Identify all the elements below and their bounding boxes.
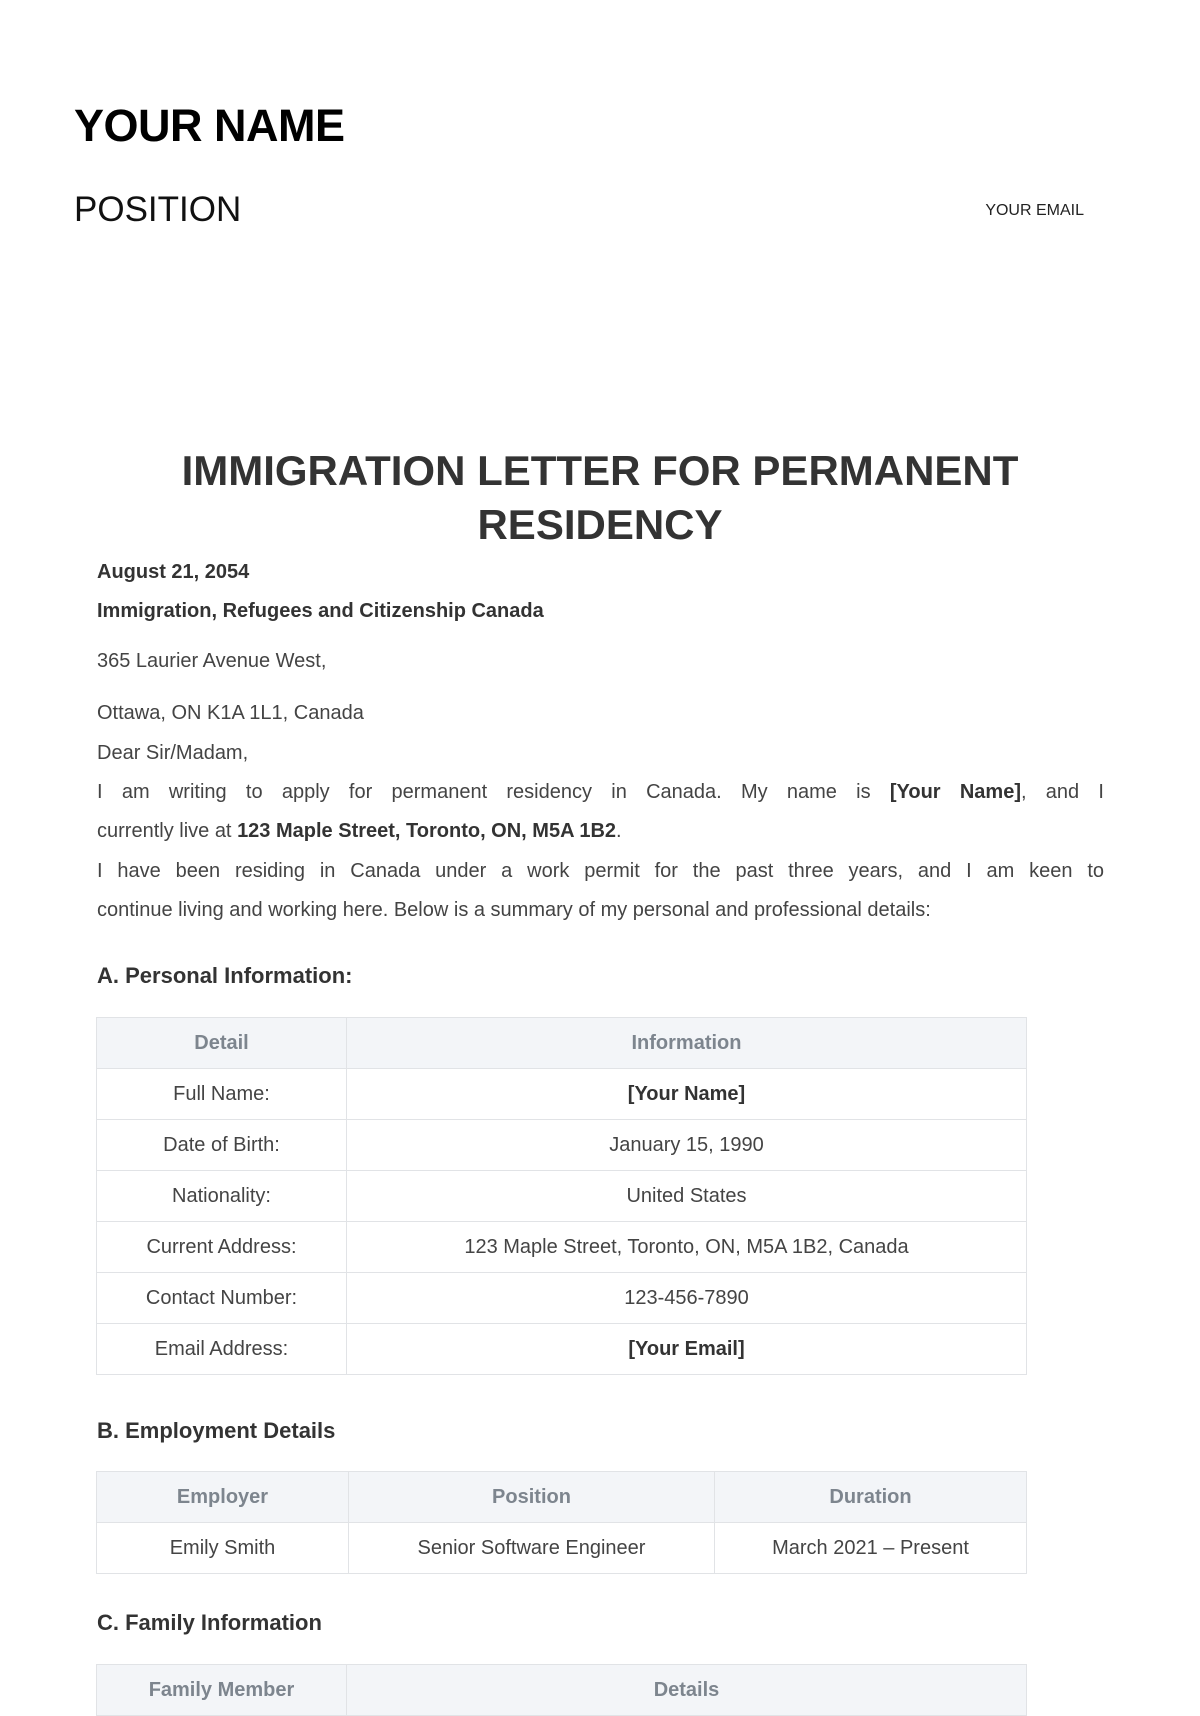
column-header: Family Member <box>97 1665 347 1716</box>
cell: Date of Birth: <box>97 1120 347 1171</box>
column-header: Employer <box>97 1472 349 1523</box>
applicant-address: 123 Maple Street, Toronto, ON, M5A 1B2 <box>237 820 617 842</box>
recipient-org: Immigration, Refugees and Citizenship Canada <box>97 600 544 622</box>
table-row <box>97 1069 1027 1120</box>
recipient-address-2: Ottawa, ON K1A 1L1, Canada <box>97 702 364 724</box>
table-row <box>97 1523 1027 1574</box>
text: currently live at <box>97 820 238 842</box>
cell: Nationality: <box>97 1171 347 1222</box>
table-header-row <box>97 1472 1027 1523</box>
cell: [Your Name] <box>347 1069 1027 1120</box>
paragraph-2-line-2: continue living and working here. Below is a summary of my personal and professional details: <box>97 899 931 921</box>
cell: Senior Software Engineer <box>349 1523 715 1574</box>
cell: Current Address: <box>97 1222 347 1273</box>
table-row <box>97 1120 1027 1171</box>
cell: March 2021 – Present <box>715 1523 1027 1574</box>
salutation: Dear Sir/Madam, <box>97 742 249 764</box>
table-row <box>97 1171 1027 1222</box>
cell: Full Name: <box>97 1069 347 1120</box>
column-header: Information <box>347 1018 1027 1069</box>
section-b-heading: B. Employment Details <box>97 1418 336 1443</box>
employment-table <box>96 1471 1027 1574</box>
paragraph-2-line-1: I have been residing in Canada under a work permit for the past three years, and I am keen to <box>97 860 1104 882</box>
paragraph-1-line-1 <box>97 773 1104 812</box>
text: I am writing to apply for permanent residency in Canada. My name is <box>97 781 890 803</box>
cell: Contact Number: <box>97 1273 347 1324</box>
your-name: YOUR NAME <box>74 100 345 151</box>
paragraph-1-line-2 <box>97 812 1104 851</box>
table-row <box>97 1324 1027 1375</box>
document-title: IMMIGRATION LETTER FOR PERMANENT RESIDENCY <box>181 447 1019 548</box>
cell: Email Address: <box>97 1324 347 1375</box>
column-header: Duration <box>715 1472 1027 1523</box>
column-header: Detail <box>97 1018 347 1069</box>
cell: 123-456-7890 <box>347 1273 1027 1324</box>
cell: United States <box>347 1171 1027 1222</box>
cell: Emily Smith <box>97 1523 349 1574</box>
table-row <box>97 1222 1027 1273</box>
personal-info-table <box>96 1017 1027 1375</box>
cell: [Your Email] <box>347 1324 1027 1375</box>
letter-date: August 21, 2054 <box>97 561 250 583</box>
column-header: Position <box>349 1472 715 1523</box>
cell: 123 Maple Street, Toronto, ON, M5A 1B2, Canada <box>347 1222 1027 1273</box>
table-header-row <box>97 1665 1027 1716</box>
text: . <box>616 820 622 842</box>
family-table <box>96 1664 1027 1716</box>
applicant-name: [Your Name] <box>889 781 1021 803</box>
text: , and I <box>1020 781 1104 803</box>
recipient-address-1: 365 Laurier Avenue West, <box>97 650 327 672</box>
column-header: Details <box>347 1665 1027 1716</box>
table-header-row <box>97 1018 1027 1069</box>
section-c-heading: C. Family Information <box>97 1610 322 1635</box>
section-a-heading: A. Personal Information: <box>97 963 353 988</box>
cell: January 15, 1990 <box>347 1120 1027 1171</box>
your-email: YOUR EMAIL <box>985 202 1084 219</box>
table-row <box>97 1273 1027 1324</box>
position: POSITION <box>74 190 242 229</box>
